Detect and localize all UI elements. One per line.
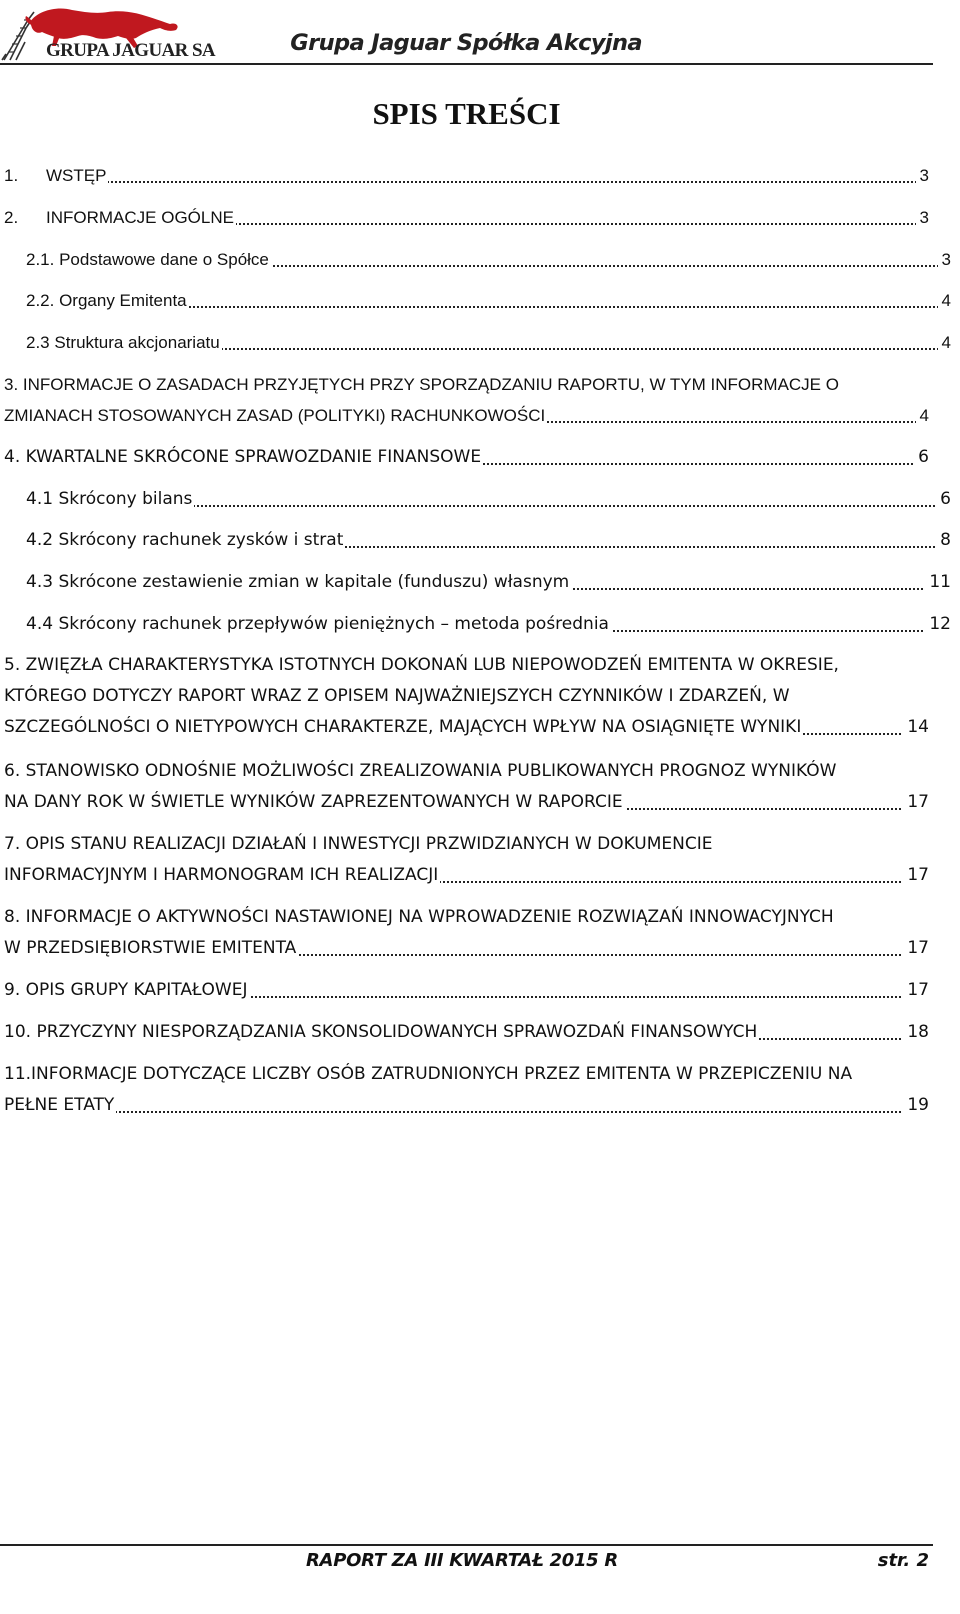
toc-entry-page: 11 xyxy=(925,567,951,598)
toc-entry[interactable] xyxy=(4,1059,929,1121)
toc-entry-title: SZCZEGÓLNOŚCI O NIETYPOWYCH CHARAKTERZE, MAJĄCYCH WPŁYW NA OSIĄGNIĘTE WYNIKI xyxy=(4,717,802,737)
toc-entry-text-line: 5. ZWIĘZŁA CHARAKTERYSTYKA ISTOTNYCH DOKONAŃ LUB NIEPOWODZEŃ EMITENTA W OKRESIE, xyxy=(4,655,839,675)
toc-entry-label xyxy=(4,166,108,185)
dot-leader xyxy=(4,181,929,183)
toc-entry-label xyxy=(26,572,571,592)
toc-entry-page: 12 xyxy=(925,609,951,640)
toc-entry-title: 2.3 Struktura akcjonariatu xyxy=(26,333,220,352)
toc-entry-label xyxy=(26,614,611,634)
toc-entry[interactable] xyxy=(4,202,929,233)
toc-title-text: SPIS TREŚCI xyxy=(372,96,561,131)
toc-entry-title: INFORMACJE OGÓLNE xyxy=(46,208,234,227)
toc-entry-page: 17 xyxy=(903,975,929,1006)
toc-entry-title: INFORMACYJNYM I HARMONOGRAM ICH REALIZACJI xyxy=(4,865,439,885)
toc-entry-line xyxy=(26,327,951,358)
header-divider xyxy=(0,63,933,65)
toc-entry[interactable] xyxy=(4,244,951,275)
company-name: Grupa Jaguar Spółka Akcyjna xyxy=(290,30,642,56)
toc-entry-text-line: KTÓREGO DOTYCZY RAPORT WRAZ Z OPISEM NAJWAŻNIEJSZYCH CZYNNIKÓW I ZDARZEŃ, W xyxy=(4,686,790,706)
footer-page-number: str. 2 xyxy=(877,1550,929,1571)
toc-entry-page: 6 xyxy=(936,484,951,515)
toc-entry[interactable] xyxy=(4,525,951,556)
toc-entry-line xyxy=(26,484,951,515)
toc-entry[interactable] xyxy=(4,369,929,431)
toc-entry-label xyxy=(4,447,483,467)
toc-entry-text-line: 7. OPIS STANU REALIZACJI DZIAŁAŃ I INWESTYCJI PRZWIDZIANYCH W DOKUMENCIE xyxy=(4,834,713,854)
toc-entry-text-line: 3. INFORMACJE O ZASADACH PRZYJĘTYCH PRZY SPORZĄDZANIU RAPORTU, W TYM INFORMACJE O xyxy=(4,375,839,394)
toc-entry[interactable] xyxy=(4,567,951,598)
toc-entry-page: 17 xyxy=(903,933,929,964)
toc-entry-page: 4 xyxy=(938,327,951,358)
toc-entry[interactable] xyxy=(4,829,929,891)
toc-entry[interactable] xyxy=(4,327,951,358)
toc-entry-page: 18 xyxy=(903,1017,929,1048)
toc-entry-line xyxy=(4,400,929,431)
toc-entry-line xyxy=(26,567,951,598)
toc-entry-label xyxy=(4,938,298,958)
toc-entry-label xyxy=(4,792,625,812)
toc-entry-line xyxy=(26,244,951,275)
toc-entry-label xyxy=(26,250,271,269)
toc-entry-title: 4. KWARTALNE SKRÓCONE SPRAWOZDANIE FINANSOWE xyxy=(4,447,482,467)
toc-entry-page: 3 xyxy=(916,160,929,191)
toc-entry-page: 8 xyxy=(936,525,951,556)
toc-entry-title: 10. PRZYCZYNY NIESPORZĄDZANIA SKONSOLIDOWANYCH SPRAWOZDAŃ FINANSOWYCH xyxy=(4,1022,758,1042)
toc-entry-page: 4 xyxy=(938,285,951,316)
toc-entry[interactable] xyxy=(4,484,951,515)
toc-entry-title: 4.4 Skrócony rachunek przepływów pieniężnych – metoda pośrednia xyxy=(26,614,609,634)
toc-entry[interactable] xyxy=(4,1017,929,1048)
toc-entry-page: 3 xyxy=(916,202,929,233)
toc-entry-label xyxy=(4,406,547,425)
toc-entry[interactable] xyxy=(4,609,951,640)
toc-entry-title: ZMIANACH STOSOWANYCH ZASAD (POLITYKI) RACHUNKOWOŚCI xyxy=(4,406,546,425)
toc-entry-title: 2.1. Podstawowe dane o Spółce xyxy=(26,250,269,269)
toc-entry-line xyxy=(4,202,929,233)
toc-entry-line xyxy=(26,285,951,316)
toc-entry-label xyxy=(4,208,236,227)
toc-entry-label xyxy=(26,489,194,509)
toc-entry[interactable] xyxy=(4,650,929,743)
dot-leader xyxy=(4,1111,929,1113)
toc-entry[interactable] xyxy=(4,902,929,964)
toc-entry-line xyxy=(26,525,951,556)
toc-entry-number: 2. xyxy=(4,208,19,227)
toc-entry[interactable] xyxy=(4,160,929,191)
toc-entry-label xyxy=(4,717,803,737)
toc-entry-page: 17 xyxy=(903,860,929,891)
toc-entry-label xyxy=(26,333,222,352)
toc-entry-title: 9. OPIS GRUPY KAPITAŁOWEJ xyxy=(4,980,248,1000)
toc-entry-number: 1. xyxy=(4,166,19,185)
toc-entry-line xyxy=(4,860,929,891)
page-footer xyxy=(0,1544,933,1574)
toc-entry-line xyxy=(4,442,929,473)
toc-title xyxy=(0,96,933,132)
toc-entry-text-line: 11.INFORMACJE DOTYCZĄCE LICZBY OSÓB ZATRUDNIONYCH PRZEZ EMITENTA W PRZEPICZENIU NA xyxy=(4,1064,853,1084)
toc-entry-line xyxy=(4,1017,929,1048)
toc-entry-title: 4.3 Skrócone zestawienie zmian w kapitale (funduszu) własnym xyxy=(26,572,570,592)
toc-entry-label xyxy=(26,291,189,310)
toc-entry-label xyxy=(4,1022,759,1042)
toc-entry-text-line: 6. STANOWISKO ODNOŚNIE MOŻLIWOŚCI ZREALIZOWANIA PUBLIKOWANYCH PROGNOZ WYNIKÓW xyxy=(4,761,837,781)
toc-entry[interactable] xyxy=(4,442,929,473)
company-logo xyxy=(0,0,216,66)
toc-entry-title: WSTĘP xyxy=(46,166,107,185)
toc-entry-line xyxy=(4,1090,929,1121)
toc-entry-line xyxy=(4,787,929,818)
toc-entry-label xyxy=(26,530,345,550)
toc-entry-title: PEŁNE ETATY xyxy=(4,1095,115,1115)
toc-entry-line xyxy=(4,933,929,964)
toc-entry-title: 4.2 Skrócony rachunek zysków i strat xyxy=(26,530,344,550)
toc-entry-title: NA DANY ROK W ŚWIETLE WYNIKÓW ZAPREZENTOWANYCH W RAPORCIE xyxy=(4,792,623,812)
toc-entry-text-line: 8. INFORMACJE O AKTYWNOŚCI NASTAWIONEJ NA WPROWADZENIE ROZWIĄZAŃ INNOWACYJNYCH xyxy=(4,907,834,927)
logo-text: GRUPA JAGUAR SA xyxy=(46,40,216,61)
toc-entry-page: 3 xyxy=(938,244,951,275)
toc-entry-page: 4 xyxy=(916,400,929,431)
toc-entry-label xyxy=(4,865,440,885)
toc-entry-page: 17 xyxy=(903,787,929,818)
toc-entry-page: 19 xyxy=(903,1090,929,1121)
toc-entry-label xyxy=(4,1095,116,1115)
toc-entry-line xyxy=(26,609,951,640)
toc-entry[interactable] xyxy=(4,756,929,818)
toc-entry[interactable] xyxy=(4,975,929,1006)
toc-entry-title: 4.1 Skrócony bilans xyxy=(26,489,193,509)
toc-entry-line xyxy=(4,712,929,743)
toc-entry-line xyxy=(4,975,929,1006)
toc-entry-line xyxy=(4,160,929,191)
toc-entry[interactable] xyxy=(4,285,951,316)
page-header xyxy=(0,0,960,66)
toc-entry-page: 6 xyxy=(914,442,929,473)
toc-entry-label xyxy=(4,980,250,1000)
toc-entry-page: 14 xyxy=(903,712,929,743)
toc-entry-title: 2.2. Organy Emitenta xyxy=(26,291,187,310)
footer-title: RAPORT ZA III KWARTAŁ 2015 R xyxy=(306,1550,618,1571)
toc-entry-title: W PRZEDSIĘBIORSTWIE EMITENTA xyxy=(4,938,297,958)
